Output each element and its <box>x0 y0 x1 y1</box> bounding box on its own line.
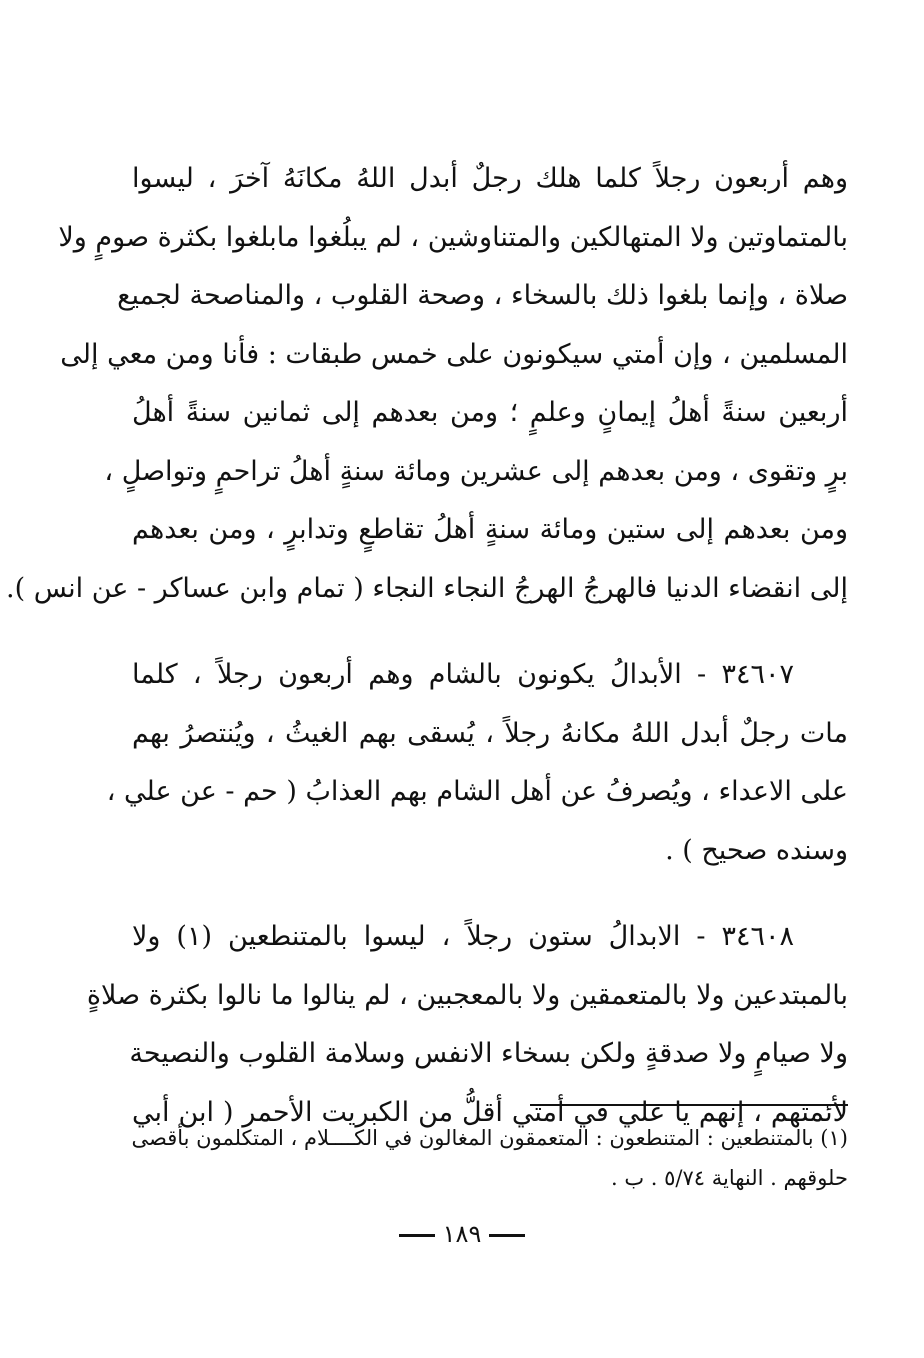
text-line: إلى انقضاء الدنيا فالهرجُ الهرجُ النجاء النجاء ( تمام وابن عساكر - عن انس ). <box>6 572 848 604</box>
text-line: بالمبتدعين ولا بالمتعمقين ولا بالمعجبين ، لم ينالوا ما نالوا بكثرة صلاةٍ <box>86 979 848 1011</box>
hadith-34607-line: ٣٤٦٠٧ - الأبدالُ يكونون بالشام وهم أربعون رجلاً ، كلما <box>132 659 794 690</box>
text-line: وهم أربعون رجلاً كلما هلك رجلٌ أبدل اللهُ مكانَهُ آخرَ ، ليسوا <box>132 163 848 194</box>
footnotes <box>132 1118 848 1198</box>
paragraph-gap <box>132 880 848 908</box>
footnote-separator <box>530 1104 848 1106</box>
dash-ornament <box>399 1234 435 1237</box>
text-line: المسلمين ، وإن أمتي سيكونون على خمس طبقات : فأنا ومن معي إلى <box>60 338 848 370</box>
text-line: صلاة ، وإنما بلغوا ذلك بالسخاء ، وصحة القلوب ، والمناصحة لجميع <box>117 280 848 311</box>
text-line: برٍ وتقوى ، ومن بعدهم إلى عشرين ومائة سنةٍ أهلُ تراحمٍ وتواصلٍ ، <box>104 455 848 487</box>
text-line: على الاعداء ، ويُصرفُ عن أهل الشام بهم العذابُ ( حم - عن علي ، <box>106 776 848 807</box>
text-line: ولا صيامٍ ولا صدقةٍ ولكن بسخاء الانفس وسلامة القلوب والنصيحة <box>129 1038 848 1069</box>
footnote-line: (١) بالمتنطعين : المتنطعون : المتعمقون المغالون في الكــــلام ، المتكلمون بأقصى <box>131 1126 848 1150</box>
page-number <box>0 1214 924 1254</box>
text-line: ومن بعدهم إلى ستين ومائة سنةٍ أهلُ تقاطعٍ وتدابرٍ ، ومن بعدهم <box>132 514 848 545</box>
text-line: أربعين سنةً أهلُ إيمانٍ وعلمٍ ؛ ومن بعدهم إلى ثمانين سنةً أهلُ <box>132 397 848 428</box>
text-line: مات رجلٌ أبدل اللهُ مكانهُ رجلاً ، يُسقى بهم الغيثُ ، ويُنتصرُ بهم <box>132 717 848 749</box>
hadith-34608-line: ٣٤٦٠٨ - الابدالُ ستون رجلاً ، ليسوا بالمتنطعين (١) ولا <box>132 921 795 952</box>
paragraph-gap <box>132 618 848 646</box>
text-line: لأئمتهم ، إنهم يا علي في أمتي أقلُّ من الكبريت الأحمر ( ابن أبي <box>132 1096 848 1128</box>
footnote-line: حلوقهم . النهاية ٥/٧٤ . ب . <box>610 1166 848 1190</box>
main-text <box>6 150 848 1142</box>
page-number-value: ١٨٩ <box>442 1220 482 1248</box>
text-line: بالمتماوتين ولا المتهالكين والمتناوشين ، لم يبلُغوا مابلغوا بكثرة صومٍ ولا <box>58 221 848 253</box>
dash-ornament <box>489 1234 525 1237</box>
text-line: وسنده صحيح ) . <box>665 834 848 866</box>
